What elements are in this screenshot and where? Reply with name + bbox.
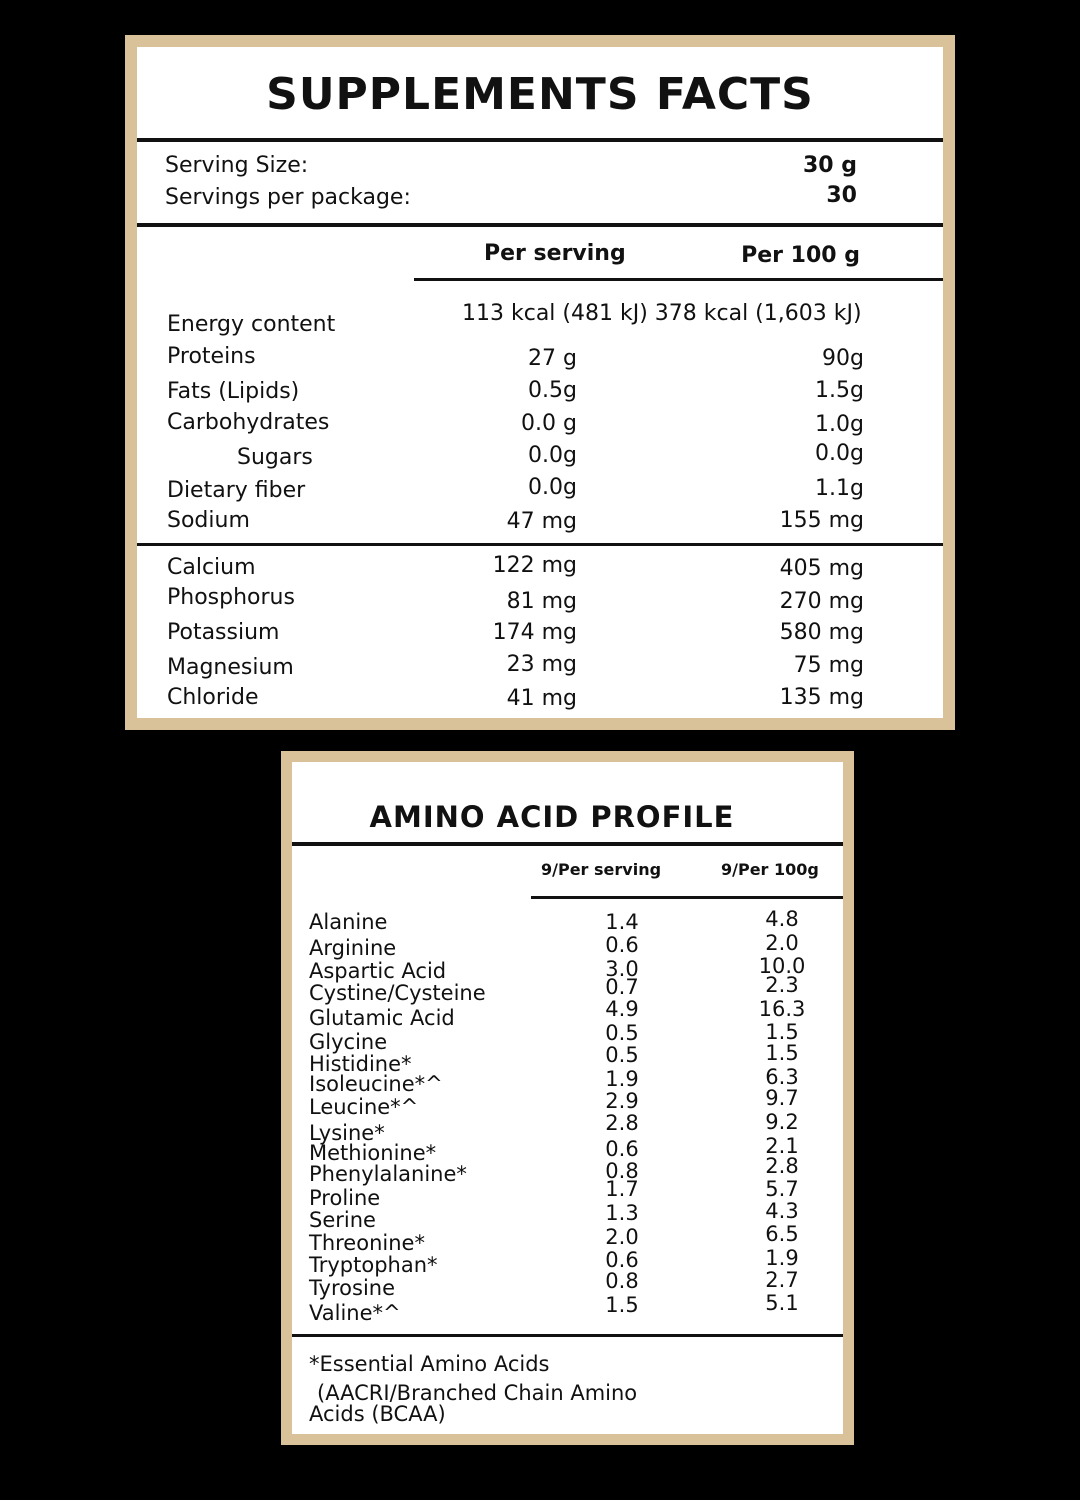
nutrient-per-100g: 90g xyxy=(822,346,864,371)
amino-name: Histidine* xyxy=(309,1052,412,1076)
amino-per-serving: 1.7 xyxy=(605,1177,639,1201)
columns-divider xyxy=(414,278,943,281)
amino-per-serving: 0.8 xyxy=(605,1159,639,1183)
amino-per-serving: 3.0 xyxy=(605,957,639,981)
mineral-per-100g: 580 mg xyxy=(779,620,864,645)
amino-name: Proline xyxy=(309,1186,381,1210)
servings-per-package-label: Servings per package: xyxy=(165,185,411,210)
amino-per-serving: 0.5 xyxy=(605,1021,639,1045)
amino-per-100g: 9.2 xyxy=(765,1110,799,1134)
nutrient-per-serving: 27 g xyxy=(528,346,577,371)
amino-per-100g: 16.3 xyxy=(758,997,806,1021)
amino-name: Isoleucine*^ xyxy=(309,1072,443,1096)
amino-per-100g: 1.5 xyxy=(765,1020,799,1044)
energy-value: 113 kcal (481 kJ) 378 kcal (1,603 kJ) xyxy=(462,301,862,326)
nutrient-per-100g: 1.5g xyxy=(815,378,864,403)
mineral-per-100g: 75 mg xyxy=(793,653,864,678)
amino-per-100g: 4.8 xyxy=(765,907,799,931)
amino-name: Tyrosine xyxy=(309,1276,396,1300)
amino-per-100g: 9.7 xyxy=(765,1086,799,1110)
energy-label: Energy content xyxy=(167,312,336,337)
supplements-facts-inner xyxy=(137,47,943,718)
amino-per-100g: 2.3 xyxy=(765,973,799,997)
mineral-per-serving: 23 mg xyxy=(506,652,577,677)
amino-per-100g: 2.7 xyxy=(765,1268,799,1292)
mineral-name: Calcium xyxy=(167,555,256,580)
amino-per-serving: 2.0 xyxy=(605,1225,639,1249)
amino-name: Valine*^ xyxy=(309,1301,401,1325)
amino-per-serving: 0.7 xyxy=(605,975,639,999)
mineral-per-serving: 81 mg xyxy=(506,589,577,614)
amino-footnote-divider xyxy=(292,1334,843,1337)
amino-per-serving: 2.9 xyxy=(605,1089,639,1113)
mineral-name: Magnesium xyxy=(167,655,294,680)
amino-acid-panel xyxy=(281,751,854,1445)
nutrient-per-100g: 1.0g xyxy=(815,412,864,437)
amino-title-divider xyxy=(292,842,843,846)
amino-per-100g: 2.0 xyxy=(765,931,799,955)
amino-per-100g: 5.7 xyxy=(765,1177,799,1201)
amino-name: Tryptophan* xyxy=(309,1253,438,1277)
column-per-serving: Per serving xyxy=(484,241,626,266)
amino-name: Serine xyxy=(309,1208,376,1232)
mineral-per-serving: 122 mg xyxy=(492,553,577,578)
amino-per-serving: 1.5 xyxy=(605,1293,639,1317)
amino-per-100g: 6.3 xyxy=(765,1065,799,1089)
amino-name: Arginine xyxy=(309,936,397,960)
nutrient-per-serving: 0.0 g xyxy=(521,411,577,436)
nutrient-per-serving: 0.0g xyxy=(528,443,577,468)
nutrient-name: Proteins xyxy=(167,344,256,369)
nutrient-per-serving: 0.0g xyxy=(528,475,577,500)
amino-per-100g: 1.9 xyxy=(765,1246,799,1270)
mineral-name: Phosphorus xyxy=(167,585,295,610)
amino-per-serving: 0.6 xyxy=(605,1248,639,1272)
mineral-name: Chloride xyxy=(167,685,259,710)
amino-per-100g: 10.0 xyxy=(758,954,806,978)
amino-column-per-serving: 9/Per serving xyxy=(541,860,662,879)
amino-per-100g: 4.3 xyxy=(765,1199,799,1223)
amino-per-serving: 2.8 xyxy=(605,1111,639,1135)
mineral-per-100g: 270 mg xyxy=(779,589,864,614)
column-per-100g: Per 100 g xyxy=(741,243,860,268)
mineral-per-serving: 174 mg xyxy=(492,620,577,645)
amino-per-serving: 1.9 xyxy=(605,1067,639,1091)
footnote-bcaa-line1: (AACRI/Branched Chain Amino xyxy=(317,1381,638,1405)
amino-name: Glutamic Acid xyxy=(309,1006,455,1030)
amino-name: Cystine/Cysteine xyxy=(309,981,486,1005)
serving-size-value: 30 g xyxy=(802,153,857,178)
nutrient-name: Sodium xyxy=(167,508,250,533)
supplements-facts-panel xyxy=(125,35,955,730)
title-divider xyxy=(137,138,943,142)
servings-per-package-value: 30 xyxy=(826,183,857,208)
amino-per-serving: 0.6 xyxy=(605,1137,639,1161)
amino-per-serving: 0.5 xyxy=(605,1043,639,1067)
amino-acid-inner xyxy=(292,762,843,1434)
amino-per-serving: 1.3 xyxy=(605,1201,639,1225)
minerals-divider xyxy=(137,543,943,546)
amino-per-serving: 0.8 xyxy=(605,1269,639,1293)
amino-per-serving: 1.4 xyxy=(605,910,639,934)
mineral-name: Potassium xyxy=(167,620,280,645)
amino-per-100g: 5.1 xyxy=(765,1291,799,1315)
supplements-facts-title: SUPPLEMENTS FACTS xyxy=(266,69,814,120)
amino-name: Aspartic Acid xyxy=(309,959,447,983)
amino-name: Lysine* xyxy=(309,1121,385,1145)
nutrient-name: Fats (Lipids) xyxy=(167,379,300,404)
amino-per-100g: 2.8 xyxy=(765,1154,799,1178)
amino-per-serving: 0.6 xyxy=(605,933,639,957)
amino-columns-divider xyxy=(531,896,843,899)
mineral-per-100g: 135 mg xyxy=(779,685,864,710)
nutrient-per-serving: 0.5g xyxy=(528,378,577,403)
serving-size-label: Serving Size: xyxy=(165,153,309,178)
amino-name: Phenylalanine* xyxy=(309,1162,467,1186)
nutrient-name: Carbohydrates xyxy=(167,410,330,435)
mineral-per-100g: 405 mg xyxy=(779,556,864,581)
nutrient-name-sub: Sugars xyxy=(237,445,313,470)
amino-name: Methionine* xyxy=(309,1141,437,1165)
nutrient-name: Dietary fiber xyxy=(167,478,306,503)
footnote-essential: *Essential Amino Acids xyxy=(309,1352,550,1376)
footnote-bcaa-line2: Acids (BCAA) xyxy=(309,1402,446,1426)
amino-name: Leucine*^ xyxy=(309,1095,419,1119)
nutrient-per-100g: 1.1g xyxy=(815,476,864,501)
amino-name: Threonine* xyxy=(309,1231,425,1255)
amino-acid-title: AMINO ACID PROFILE xyxy=(369,800,735,834)
serving-divider xyxy=(137,223,943,227)
nutrient-per-100g: 0.0g xyxy=(815,441,864,466)
amino-per-serving: 4.9 xyxy=(605,997,639,1021)
amino-column-per-100g: 9/Per 100g xyxy=(721,860,819,879)
amino-per-100g: 1.5 xyxy=(765,1041,799,1065)
mineral-per-serving: 41 mg xyxy=(506,686,577,711)
amino-per-100g: 6.5 xyxy=(765,1222,799,1246)
amino-name: Glycine xyxy=(309,1030,388,1054)
amino-name: Alanine xyxy=(309,910,388,934)
amino-per-100g: 2.1 xyxy=(765,1134,799,1158)
nutrient-per-100g: 155 mg xyxy=(779,508,864,533)
nutrient-per-serving: 47 mg xyxy=(506,509,577,534)
